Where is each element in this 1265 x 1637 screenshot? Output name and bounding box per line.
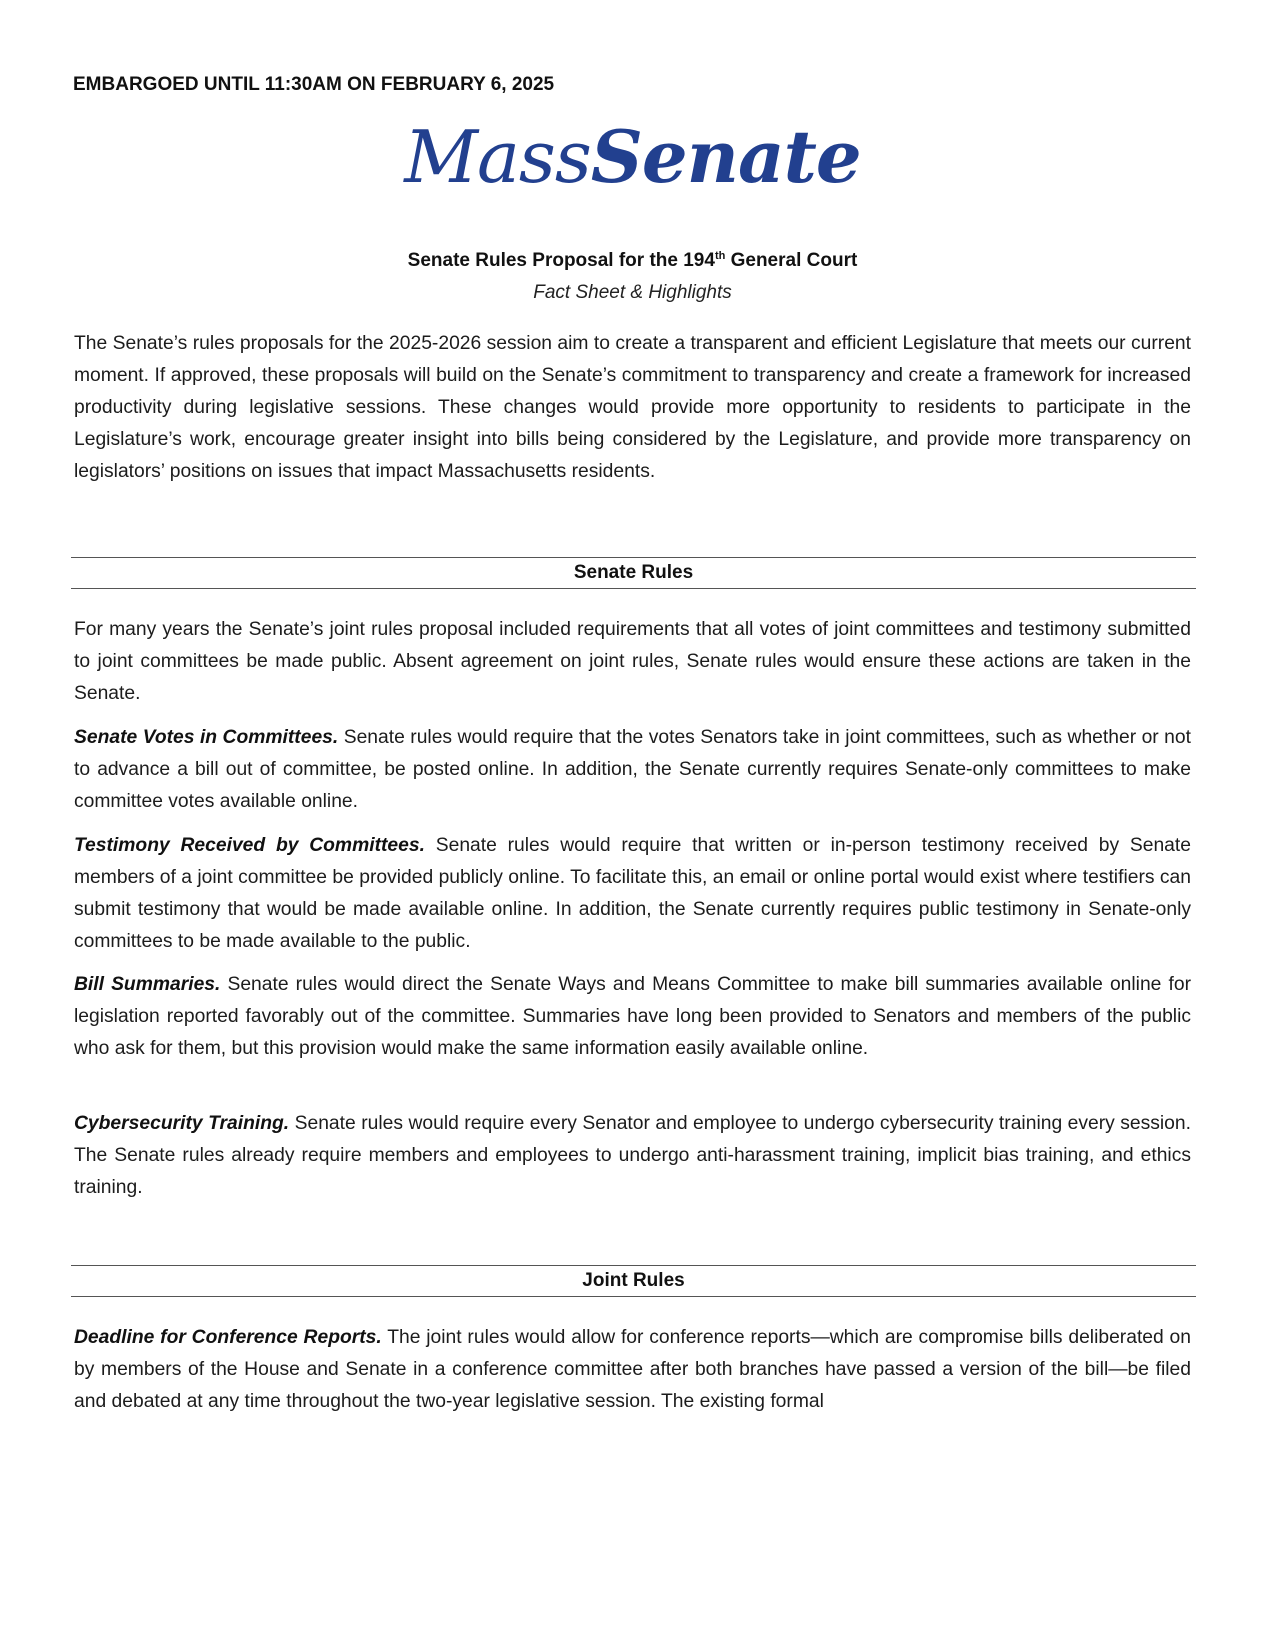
item-cybersecurity: [74, 1108, 1191, 1204]
embargo-notice: EMBARGOED UNTIL 11:30AM ON FEBRUARY 6, 2025: [73, 74, 555, 95]
document-title: [0, 250, 1265, 272]
title-superscript: th: [714, 250, 726, 262]
title-text: Senate Rules Proposal for the 194: [407, 250, 715, 271]
item-lead: Deadline for Conference Reports.: [74, 1327, 382, 1348]
intro-paragraph: The Senate’s rules proposals for the 2025-2026 session aim to create a transparent and efficient Legislature that meets our current moment. If approved, these proposals will build on the Senate’s commitment to transparency and create a framework for increased productivity during legislative sessions. These changes would provide more opportunity to residents to participate in the Legislature’s work, encourage greater insight into bills being considered by the Legislature, and provide more transparency on legislators’ positions on issues that impact Massachusetts residents.: [74, 333, 1191, 482]
item-lead: Testimony Received by Committees.: [74, 835, 425, 856]
item-testimony: [74, 830, 1191, 958]
item-text: The joint rules would allow for conference reports—which are compromise bills deliberated on by members of the House and Senate in a conference committee after both branches have passed a version of the bill—be filed and debated at any time throughout the two-year legislative session. The existing formal: [74, 1327, 1191, 1412]
item-lead: Bill Summaries.: [74, 974, 221, 995]
title-text-end: General Court: [725, 250, 858, 271]
item-bill-summaries: [74, 969, 1191, 1065]
mass-senate-logo: [0, 112, 1265, 202]
section-heading-joint-rules: Joint Rules: [71, 1265, 1196, 1297]
item-lead: Senate Votes in Committees.: [74, 727, 339, 748]
item-text: Senate rules would require that written or in-person testimony received by Senate members of a joint committee be provided publicly online. To facilitate this, an email or online portal would exist where testifiers can submit testimony that would be made available online. In addition, the Senate currently requires public testimony in Senate-only committees to be made available to the public.: [74, 835, 1191, 952]
item-text: Senate rules would require that the votes Senators take in joint committees, such as whether or not to advance a bill out of committee, be posted online. In addition, the Senate currently requires Senate-only committees to make committee votes available online.: [74, 727, 1191, 812]
item-lead: Cybersecurity Training.: [74, 1113, 290, 1134]
section-heading-senate-rules: Senate Rules: [71, 557, 1196, 589]
item-text: Senate rules would require every Senator and employee to undergo cybersecurity training every session. The Senate rules already require members and employees to undergo anti-harassment training, implicit bias training, and ethics training.: [74, 1113, 1191, 1198]
item-conference-reports: [74, 1322, 1191, 1418]
item-senate-votes: [74, 722, 1191, 818]
document-subtitle: Fact Sheet & Highlights: [533, 282, 732, 303]
logo-part-senate: Senate: [590, 114, 861, 199]
logo-part-mass: Mass: [404, 115, 591, 199]
item-text: Senate rules would direct the Senate Ways and Means Committee to make bill summaries available online for legislation reported favorably out of the committee. Summaries have long been provided to Senators and members of the public who ask for them, but this provision would make the same information easily available online.: [74, 974, 1191, 1059]
senate-rules-intro: For many years the Senate’s joint rules proposal included requirements that all votes of joint committees and testimony submitted to joint committees be made public. Absent agreement on joint rules, Senate rules would ensure these actions are taken in the Senate.: [74, 619, 1191, 704]
